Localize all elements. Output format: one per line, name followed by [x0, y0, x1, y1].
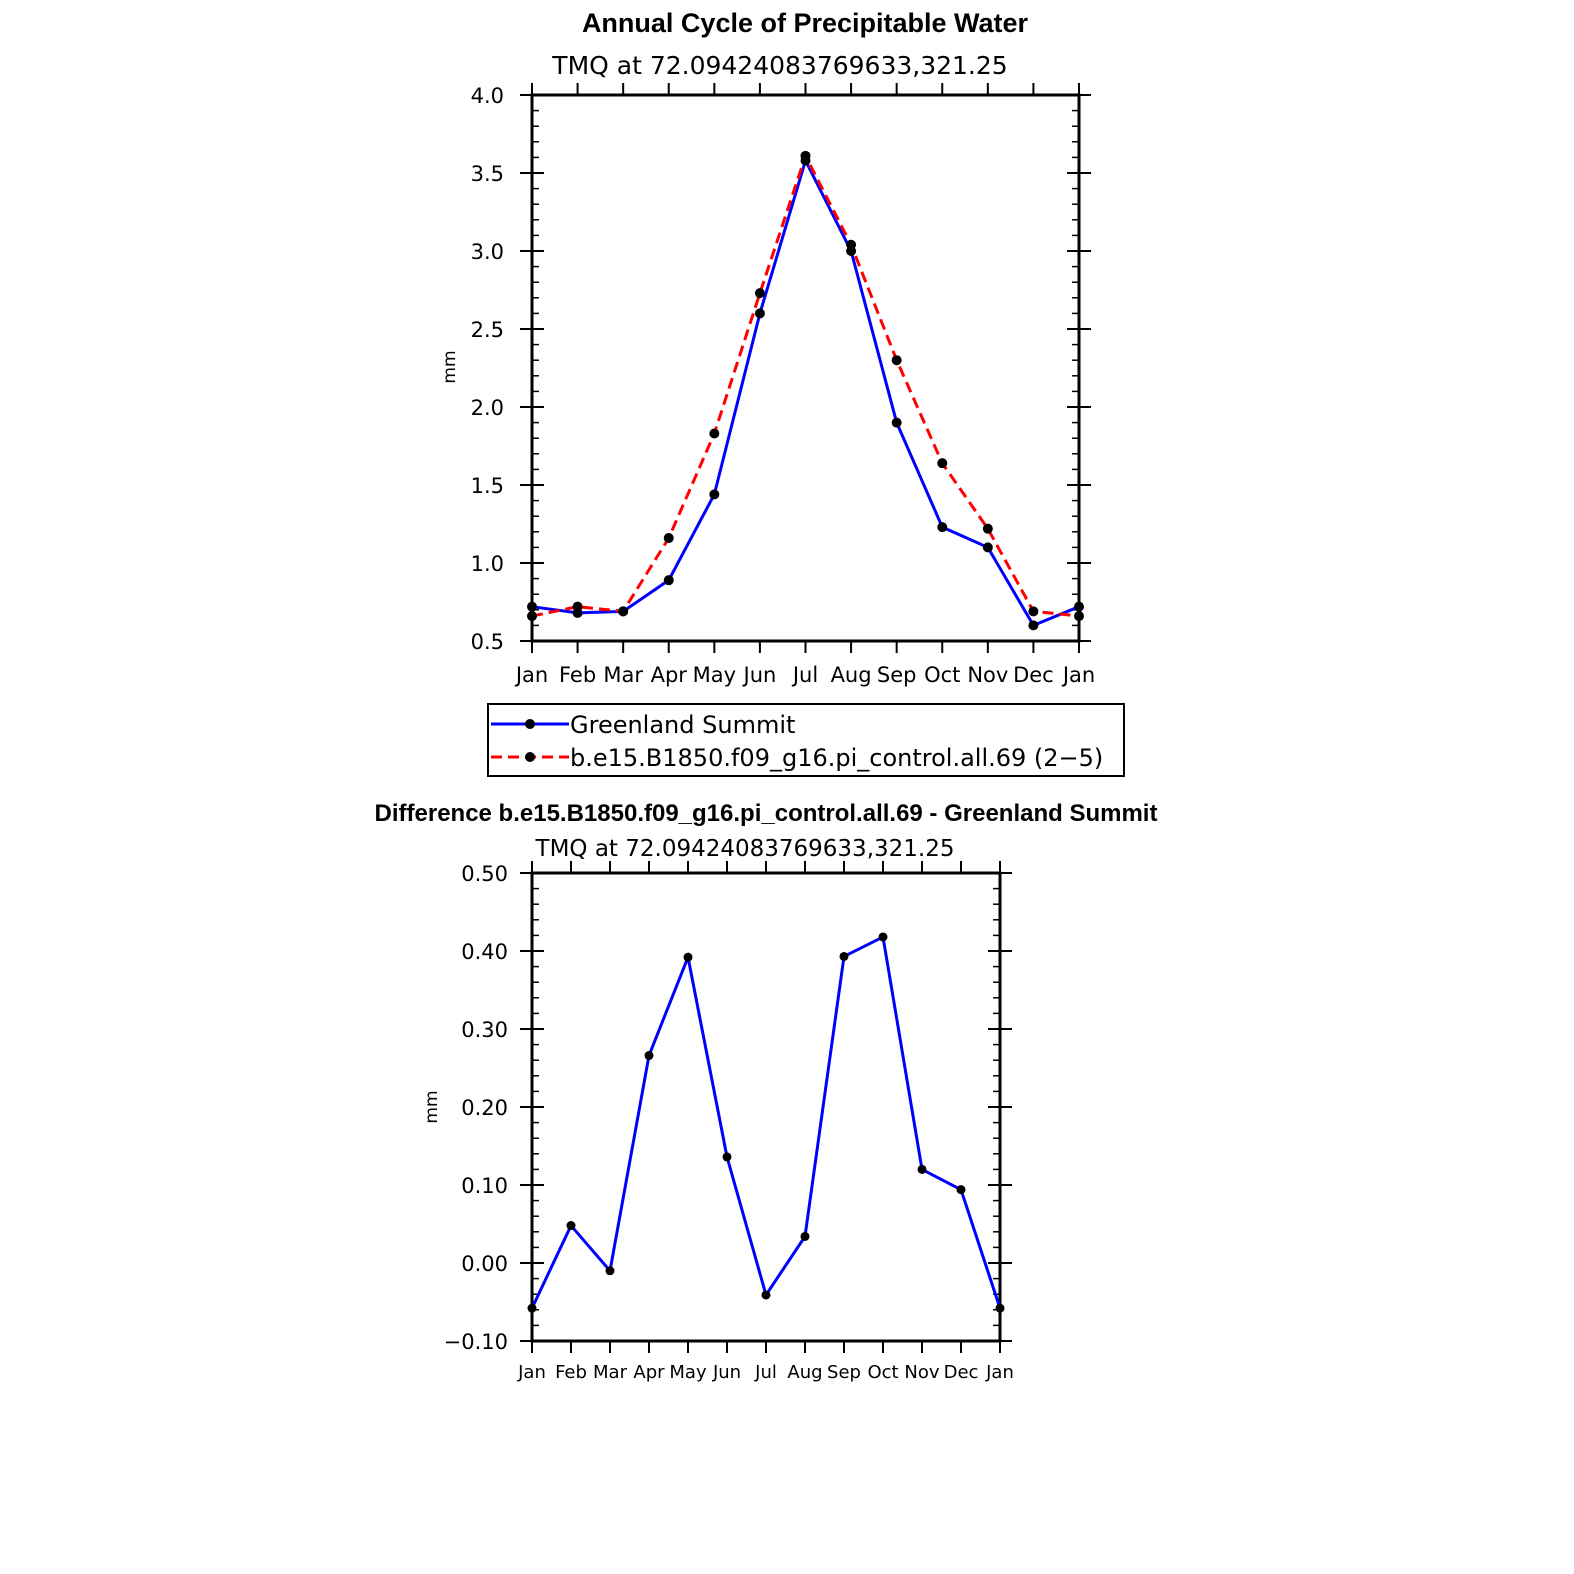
chart1-title: Annual Cycle of Precipitable Water	[581, 8, 1029, 38]
chart1-y-tick-label: 2.0	[470, 396, 504, 420]
chart2-series-0-point	[762, 1290, 771, 1299]
chart2-y-tick-label: 0.50	[461, 862, 508, 886]
legend	[488, 704, 1124, 776]
chart1-series-0-point	[1074, 602, 1084, 612]
chart1-series-1-point	[983, 524, 993, 534]
chart1-series-1-point	[709, 429, 719, 439]
chart1-x-tick-label: Mar	[603, 663, 643, 687]
difference-chart	[375, 800, 1158, 1383]
chart1-x-tick-label: Jan	[1062, 663, 1096, 687]
chart2-y-tick-label: 0.30	[461, 1018, 508, 1042]
legend-label-model: b.e15.B1850.f09_g16.pi_control.all.69 (2−5)	[570, 744, 1104, 772]
chart1-x-tick-label: Apr	[650, 663, 687, 687]
chart2-y-tick-label: 0.20	[461, 1096, 508, 1120]
chart2-series-points	[528, 932, 1005, 1312]
chart1-series-0-point	[709, 489, 719, 499]
chart1-axes	[520, 83, 1091, 653]
chart2-x-tick-label: Jan	[986, 1362, 1014, 1383]
chart1-series-0-point	[983, 542, 993, 552]
chart1-series-1-point	[801, 151, 811, 161]
chart1-x-tick-label: Jun	[743, 663, 777, 687]
chart1-series-0-point	[892, 418, 902, 428]
chart1-series-1-point	[846, 240, 856, 250]
chart2-x-tick-label: Jun	[712, 1362, 742, 1383]
chart2-x-tick-label: Feb	[555, 1362, 587, 1383]
chart1-series-1-point	[1074, 611, 1084, 621]
chart2-y-tick-label: 0.40	[461, 940, 508, 964]
chart1-x-tick-label: Jan	[515, 663, 549, 687]
chart1-subtitle: TMQ at 72.09424083769633,321.25	[552, 51, 1008, 80]
chart2-ylabel: mm	[422, 1090, 442, 1124]
chart2-y-tick-label: 0.10	[461, 1174, 508, 1198]
chart1-series-1-point	[664, 533, 674, 543]
chart2-x-tick-label: Mar	[593, 1362, 627, 1383]
chart2-x-tick-label: Dec	[943, 1362, 979, 1383]
chart1-y-tick-label: 2.5	[470, 318, 504, 342]
chart1-series-1-point	[937, 458, 947, 468]
chart2-title: Difference b.e15.B1850.f09_g16.pi_control.all.69 - Greenland Summit	[374, 800, 1158, 827]
chart1-series-0-point	[527, 602, 537, 612]
chart1-series-1-point	[1028, 606, 1038, 616]
chart1-ylabel: mm	[440, 350, 460, 384]
chart2-x-tick-label: Jul	[755, 1362, 777, 1383]
chart2-series-0-point	[528, 1304, 537, 1313]
chart1-y-tick-label: 3.0	[470, 240, 504, 264]
chart2-x-tick-label: Aug	[787, 1362, 823, 1383]
chart2-series-0-point	[567, 1221, 576, 1230]
chart1-plot-frame	[532, 95, 1079, 641]
chart2-series-0-point	[645, 1051, 654, 1060]
chart1-x-tick-label: Aug	[830, 663, 872, 687]
chart1-series-0-line	[532, 161, 1079, 626]
annual-cycle-chart	[440, 8, 1095, 687]
chart1-x-tick-label: Nov	[967, 663, 1009, 687]
chart1-x-tick-label: May	[692, 663, 737, 687]
chart2-series-0-point	[879, 932, 888, 941]
chart1-y-tick-label: 1.5	[470, 474, 504, 498]
chart1-x-tick-label: Feb	[558, 663, 597, 687]
chart2-series-lines	[532, 937, 1000, 1308]
chart1-x-tick-label: Jul	[792, 663, 819, 687]
chart2-plot-frame	[532, 873, 1000, 1341]
chart2-series-0-point	[957, 1185, 966, 1194]
chart1-series-0-point	[937, 522, 947, 532]
chart2-x-tick-label: Nov	[904, 1362, 940, 1383]
chart1-y-tick-label: 0.5	[470, 630, 504, 654]
chart1-series-1-line	[532, 156, 1079, 616]
chart2-series-0-point	[723, 1152, 732, 1161]
chart1-y-tick-labels	[471, 84, 504, 654]
chart2-y-tick-labels	[444, 862, 508, 1354]
chart1-series-1-point	[573, 602, 583, 612]
chart1-series-1-point	[618, 606, 628, 616]
chart1-x-tick-label: Sep	[876, 663, 917, 687]
chart1-series-1-point	[892, 355, 902, 365]
chart1-series-0-point	[1028, 620, 1038, 630]
chart1-series-0-point	[664, 575, 674, 585]
legend-marker-greenland-summit	[525, 719, 535, 729]
chart2-series-0-point	[996, 1304, 1005, 1313]
chart1-x-tick-label: Oct	[924, 663, 961, 687]
chart2-series-0-point	[918, 1165, 927, 1174]
chart2-x-tick-label: May	[669, 1362, 707, 1383]
chart2-series-0-point	[684, 953, 693, 962]
chart2-axes	[520, 861, 1012, 1353]
chart1-y-tick-label: 3.5	[470, 162, 504, 186]
chart2-x-tick-labels	[517, 1362, 1014, 1383]
chart1-x-tick-labels	[514, 663, 1095, 687]
chart2-series-0-point	[840, 952, 849, 961]
chart1-y-tick-label: 4.0	[470, 84, 504, 108]
chart2-y-tick-label: −0.10	[443, 1330, 508, 1354]
chart2-series-0-point	[606, 1266, 615, 1275]
legend-label-greenland-summit: Greenland Summit	[570, 711, 796, 739]
chart2-y-tick-label: 0.00	[461, 1252, 508, 1276]
chart1-y-tick-label: 1.0	[470, 552, 504, 576]
chart1-series-lines	[532, 156, 1079, 626]
chart2-subtitle: TMQ at 72.09424083769633,321.25	[535, 836, 955, 862]
chart2-x-tick-label: Oct	[867, 1362, 899, 1383]
legend-marker-model	[525, 752, 535, 762]
chart2-x-tick-label: Sep	[827, 1362, 861, 1383]
chart1-series-1-point	[755, 288, 765, 298]
chart2-series-0-point	[801, 1232, 810, 1241]
chart1-x-tick-label: Dec	[1013, 663, 1054, 687]
chart2-x-tick-label: Jan	[518, 1362, 546, 1383]
chart1-series-0-point	[755, 308, 765, 318]
chart1-series-1-point	[527, 611, 537, 621]
chart1-series-points	[527, 151, 1084, 631]
chart2-x-tick-label: Apr	[633, 1362, 665, 1383]
chart2-series-0-line	[532, 937, 1000, 1308]
